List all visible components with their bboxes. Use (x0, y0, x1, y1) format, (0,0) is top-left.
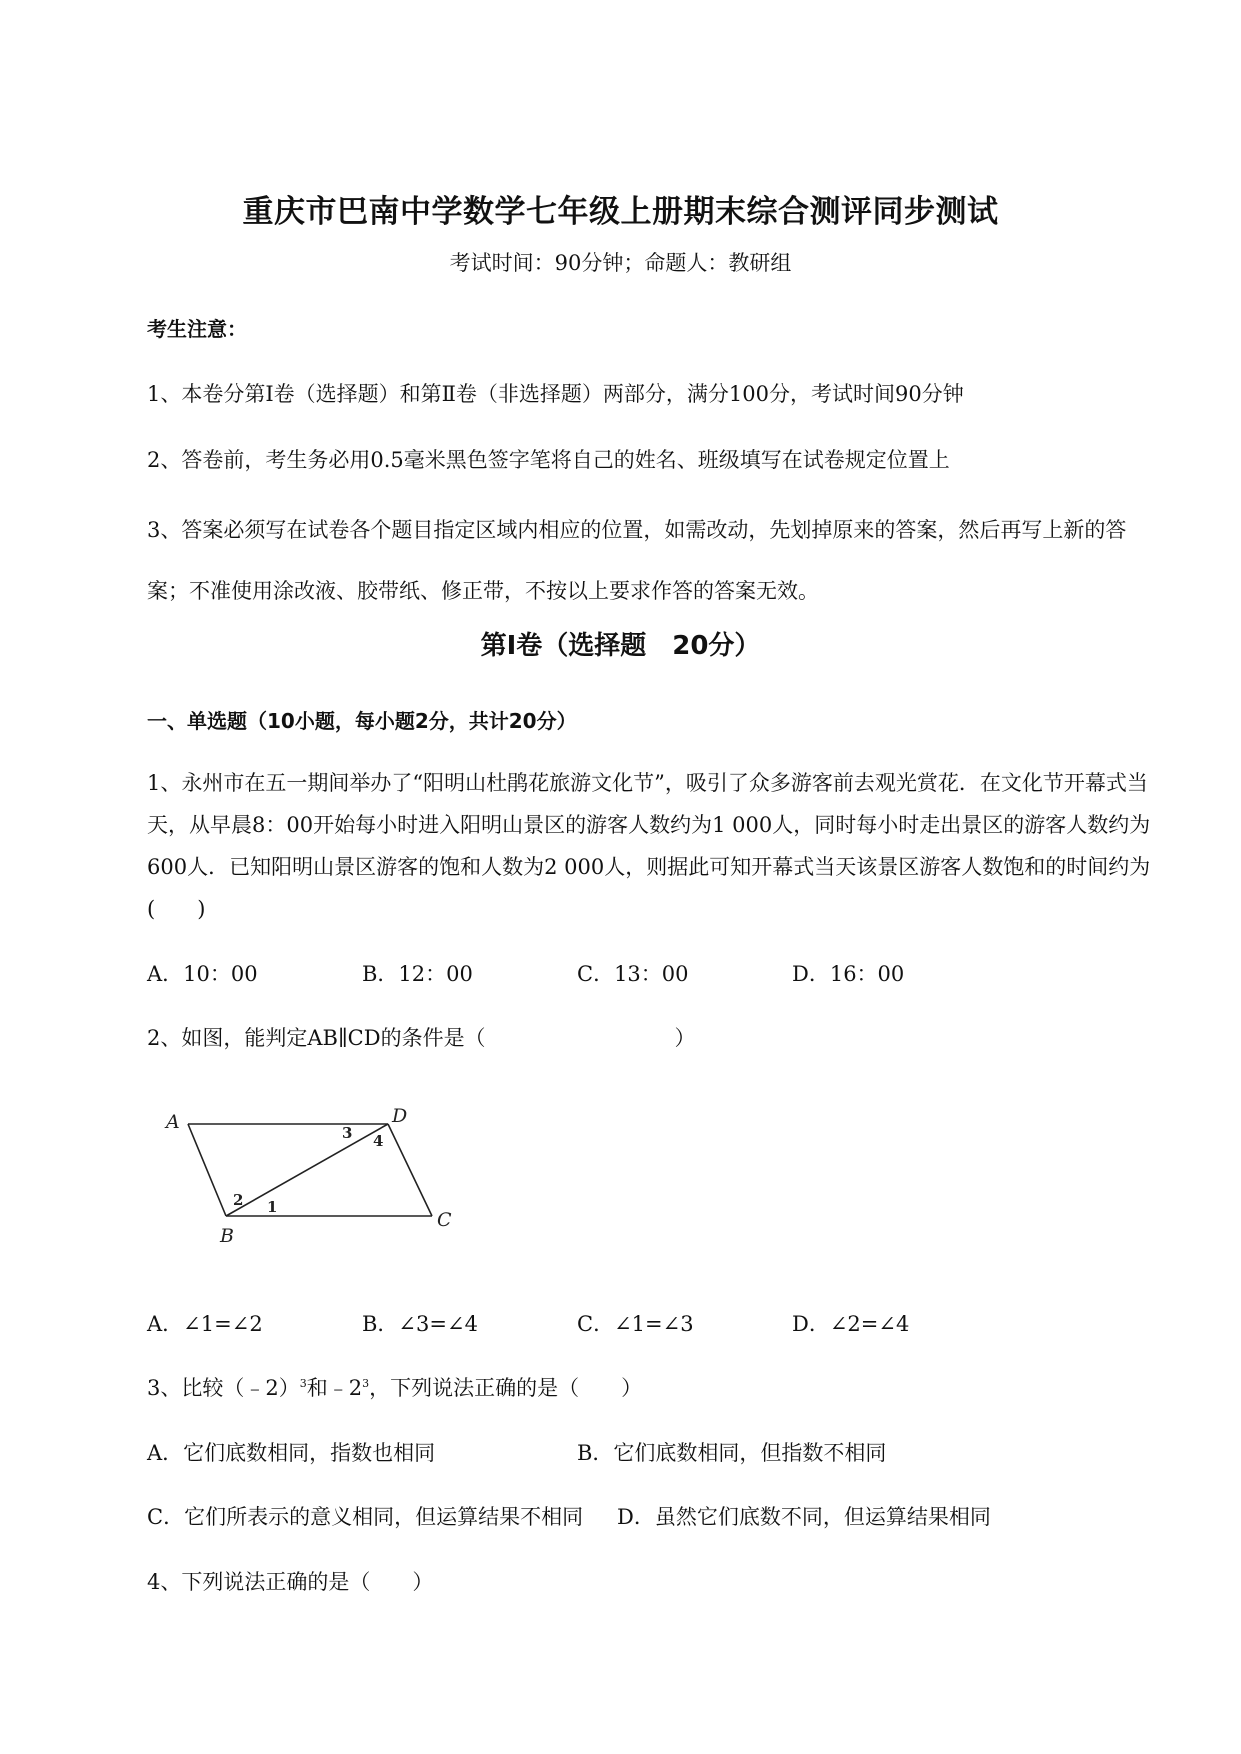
question-1-option-c: C．13：00 (577, 962, 689, 986)
segment-ab (188, 1124, 226, 1216)
question-2-option-d: D．∠2=∠4 (792, 1312, 910, 1336)
diagonal-bd (226, 1124, 388, 1216)
question-3-stem-part-2: 和﹣2 (306, 1376, 363, 1400)
question-4-stem: 4、下列说法正确的是（ ） (147, 1570, 434, 1594)
question-2-option-b: B．∠3=∠4 (362, 1312, 478, 1336)
exponent-2: 3 (362, 1377, 370, 1390)
notice-heading: 考生注意： (147, 317, 247, 341)
question-1-option-d: D．16：00 (792, 962, 905, 986)
section-title: 第Ⅰ卷（选择题 20分） (480, 631, 761, 661)
exam-meta: 考试时间：90分钟；命题人：教研组 (449, 251, 792, 275)
question-3-stem-part-3: ，下列说法正确的是（ ） (369, 1376, 643, 1400)
angle-label-2: 2 (233, 1191, 244, 1209)
question-1-option-b: B．12：00 (362, 962, 473, 986)
part-heading: 一、单选题（10小题，每小题2分，共计20分） (147, 709, 577, 733)
angle-label-4: 4 (373, 1132, 384, 1150)
page-title: 重庆市巴南中学数学七年级上册期末综合测评同步测试 (242, 194, 999, 230)
notice-item-1: 1、本卷分第Ⅰ卷（选择题）和第Ⅱ卷（非选择题）两部分，满分100分，考试时间90分钟 (147, 382, 964, 406)
question-1-stem: 1、永州市在五一期间举办了“阳明山杜鹃花旅游文化节”，吸引了众多游客前去观光赏花．在文化节开幕式当天，从早晨8：00开始每小时进入阳明山景区的游客人数约为1 000人，同时每小时走出景区的游客人数约为600人．已知阳明山景区游客的饱和人数为2 000人，则据此可知开幕式当天该景区游客人数饱和的时间约为( ) (147, 771, 1151, 921)
question-1-option-a: A．10：00 (147, 962, 258, 986)
question-3-stem (147, 1372, 642, 1402)
point-label-c: C (437, 1209, 452, 1231)
exponent-1: 3 (299, 1377, 307, 1390)
angle-label-1: 1 (267, 1198, 278, 1216)
parallelogram-figure (160, 1102, 460, 1252)
question-2-option-a: A．∠1=∠2 (147, 1312, 263, 1336)
question-3-option-c: C．它们所表示的意义相同，但运算结果不相同 (147, 1505, 584, 1529)
point-label-d: D (392, 1105, 408, 1127)
question-3-option-a: A．它们底数相同，指数也相同 (147, 1441, 436, 1465)
angle-label-3: 3 (342, 1124, 353, 1142)
question-2-stem: 2、如图，能判定AB∥CD的条件是（ ） (147, 1026, 696, 1050)
notice-item-3: 3、答案必须写在试卷各个题目指定区域内相应的位置，如需改动，先划掉原来的答案，然后再写上新的答案；不准使用涂改液、胶带纸、修正带，不按以上要求作答的答案无效。 (147, 518, 1127, 603)
question-3-option-d: D．虽然它们底数不同，但运算结果相同 (617, 1505, 991, 1529)
notice-item-2: 2、答卷前，考生务必用0.5毫米黑色签字笔将自己的姓名、班级填写在试卷规定位置上 (147, 448, 950, 472)
question-2-option-c: C．∠1=∠3 (577, 1312, 694, 1336)
segment-dc (388, 1124, 432, 1216)
question-3-option-b: B．它们底数相同，但指数不相同 (577, 1441, 887, 1465)
point-label-a: A (166, 1111, 180, 1133)
point-label-b: B (220, 1225, 234, 1247)
question-3-stem-part-1: 3、比较（﹣2） (147, 1376, 300, 1400)
